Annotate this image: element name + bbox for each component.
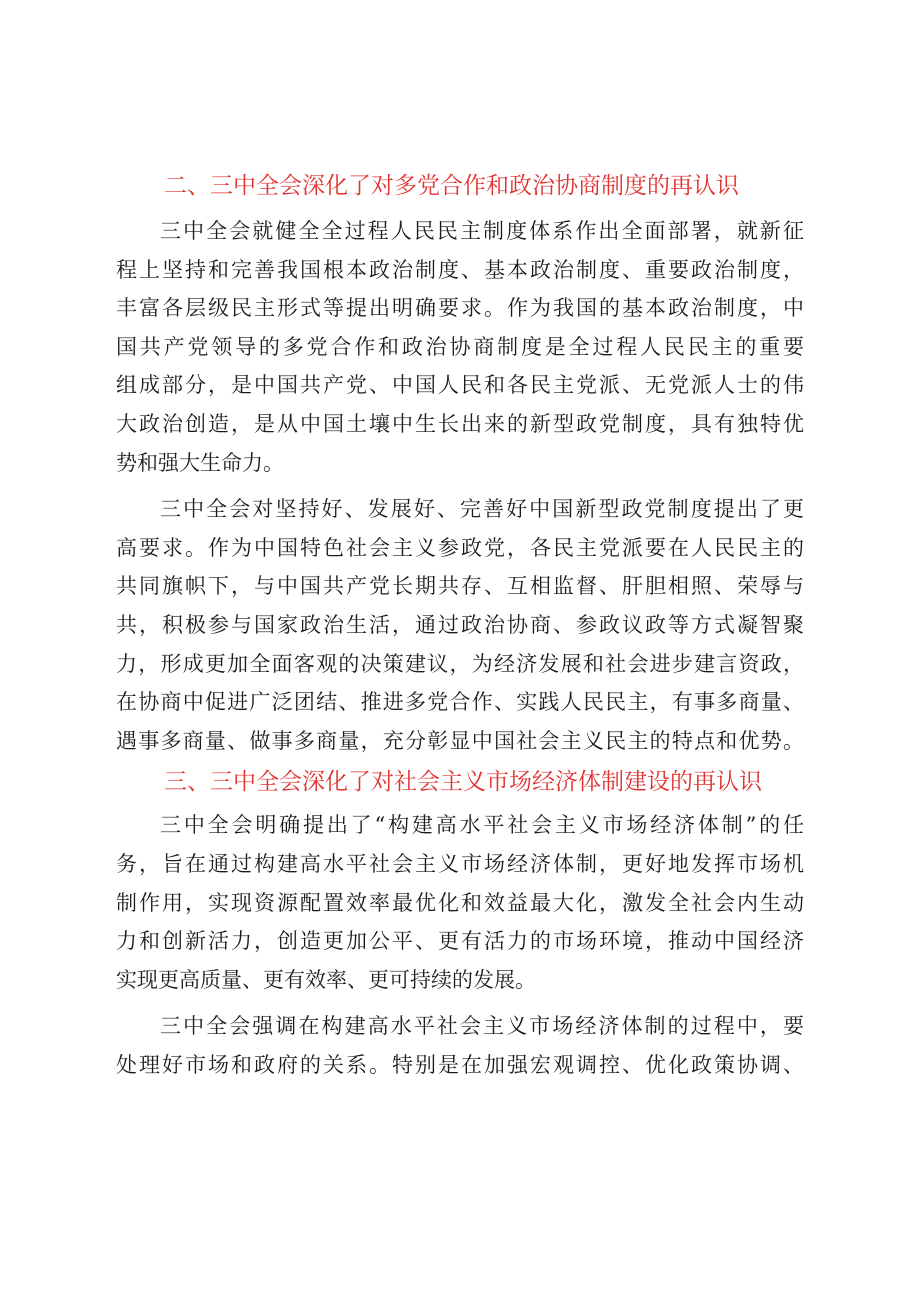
paragraph bbox=[116, 490, 804, 760]
paragraph-line: 国共产党领导的多党合作和政治协商制度是全过程人民民主的重要 bbox=[116, 334, 804, 359]
section-heading-2: 二、三中全会深化了对多党合作和政治协商制度的再认识 bbox=[164, 173, 739, 199]
paragraph-line: 制作用，实现资源配置效率最优化和效益最大化，激发全社会内生动 bbox=[116, 890, 804, 915]
paragraph bbox=[116, 212, 804, 482]
paragraph-line: 程上坚持和完善我国根本政治制度、基本政治制度、重要政治制度， bbox=[116, 257, 804, 282]
paragraph-line: 丰富各层级民主形式等提出明确要求。作为我国的基本政治制度，中 bbox=[116, 296, 804, 321]
paragraph bbox=[116, 1007, 804, 1084]
paragraph-line: 处理好市场和政府的关系。特别是在加强宏观调控、优化政策协调、 bbox=[116, 1052, 804, 1077]
paragraph-line: 共同旗帜下，与中国共产党长期共存、互相监督、肝胆相照、荣辱与 bbox=[116, 574, 804, 599]
paragraph-line: 在协商中促进广泛团结、推进多党合作、实践人民民主，有事多商量、 bbox=[116, 690, 804, 715]
paragraph bbox=[116, 806, 804, 999]
section-heading-3: 三、三中全会深化了对社会主义市场经济体制建设的再认识 bbox=[164, 769, 762, 796]
paragraph-line: 遇事多商量、做事多商量，充分彰显中国社会主义民主的特点和优势。 bbox=[116, 728, 804, 753]
paragraph-line: 势和强大生命力。 bbox=[116, 450, 284, 475]
paragraph-line: 力和创新活力，创造更加公平、更有活力的市场环境，推动中国经济 bbox=[116, 929, 804, 954]
paragraph-line: 力，形成更加全面客观的决策建议，为经济发展和社会进步建言资政， bbox=[116, 651, 804, 676]
paragraph-line: 高要求。作为中国特色社会主义参政党，各民主党派要在人民民主的 bbox=[116, 535, 804, 560]
paragraph-line: 三中全会就健全全过程人民民主制度体系作出全面部署，就新征 bbox=[160, 219, 804, 243]
paragraph-line: 三中全会强调在构建高水平社会主义市场经济体制的过程中，要 bbox=[160, 1014, 804, 1039]
paragraph-line: 务，旨在通过构建高水平社会主义市场经济体制，更好地发挥市场机 bbox=[116, 851, 804, 876]
paragraph-line: 三中全会明确提出了“构建高水平社会主义市场经济体制”的任 bbox=[160, 813, 804, 838]
paragraph-line: 共，积极参与国家政治生活，通过政治协商、参政议政等方式凝智聚 bbox=[116, 612, 804, 637]
paragraph-line: 实现更高质量、更有效率、更可持续的发展。 bbox=[116, 967, 536, 992]
document-body bbox=[116, 168, 804, 1084]
paragraph-line: 大政治创造，是从中国土壤中生长出来的新型政党制度，具有独特优 bbox=[116, 411, 804, 436]
paragraph-line: 组成部分，是中国共产党、中国人民和各民主党派、无党派人士的伟 bbox=[116, 373, 804, 398]
paragraph-line: 三中全会对坚持好、发展好、完善好中国新型政党制度提出了更 bbox=[160, 497, 804, 522]
